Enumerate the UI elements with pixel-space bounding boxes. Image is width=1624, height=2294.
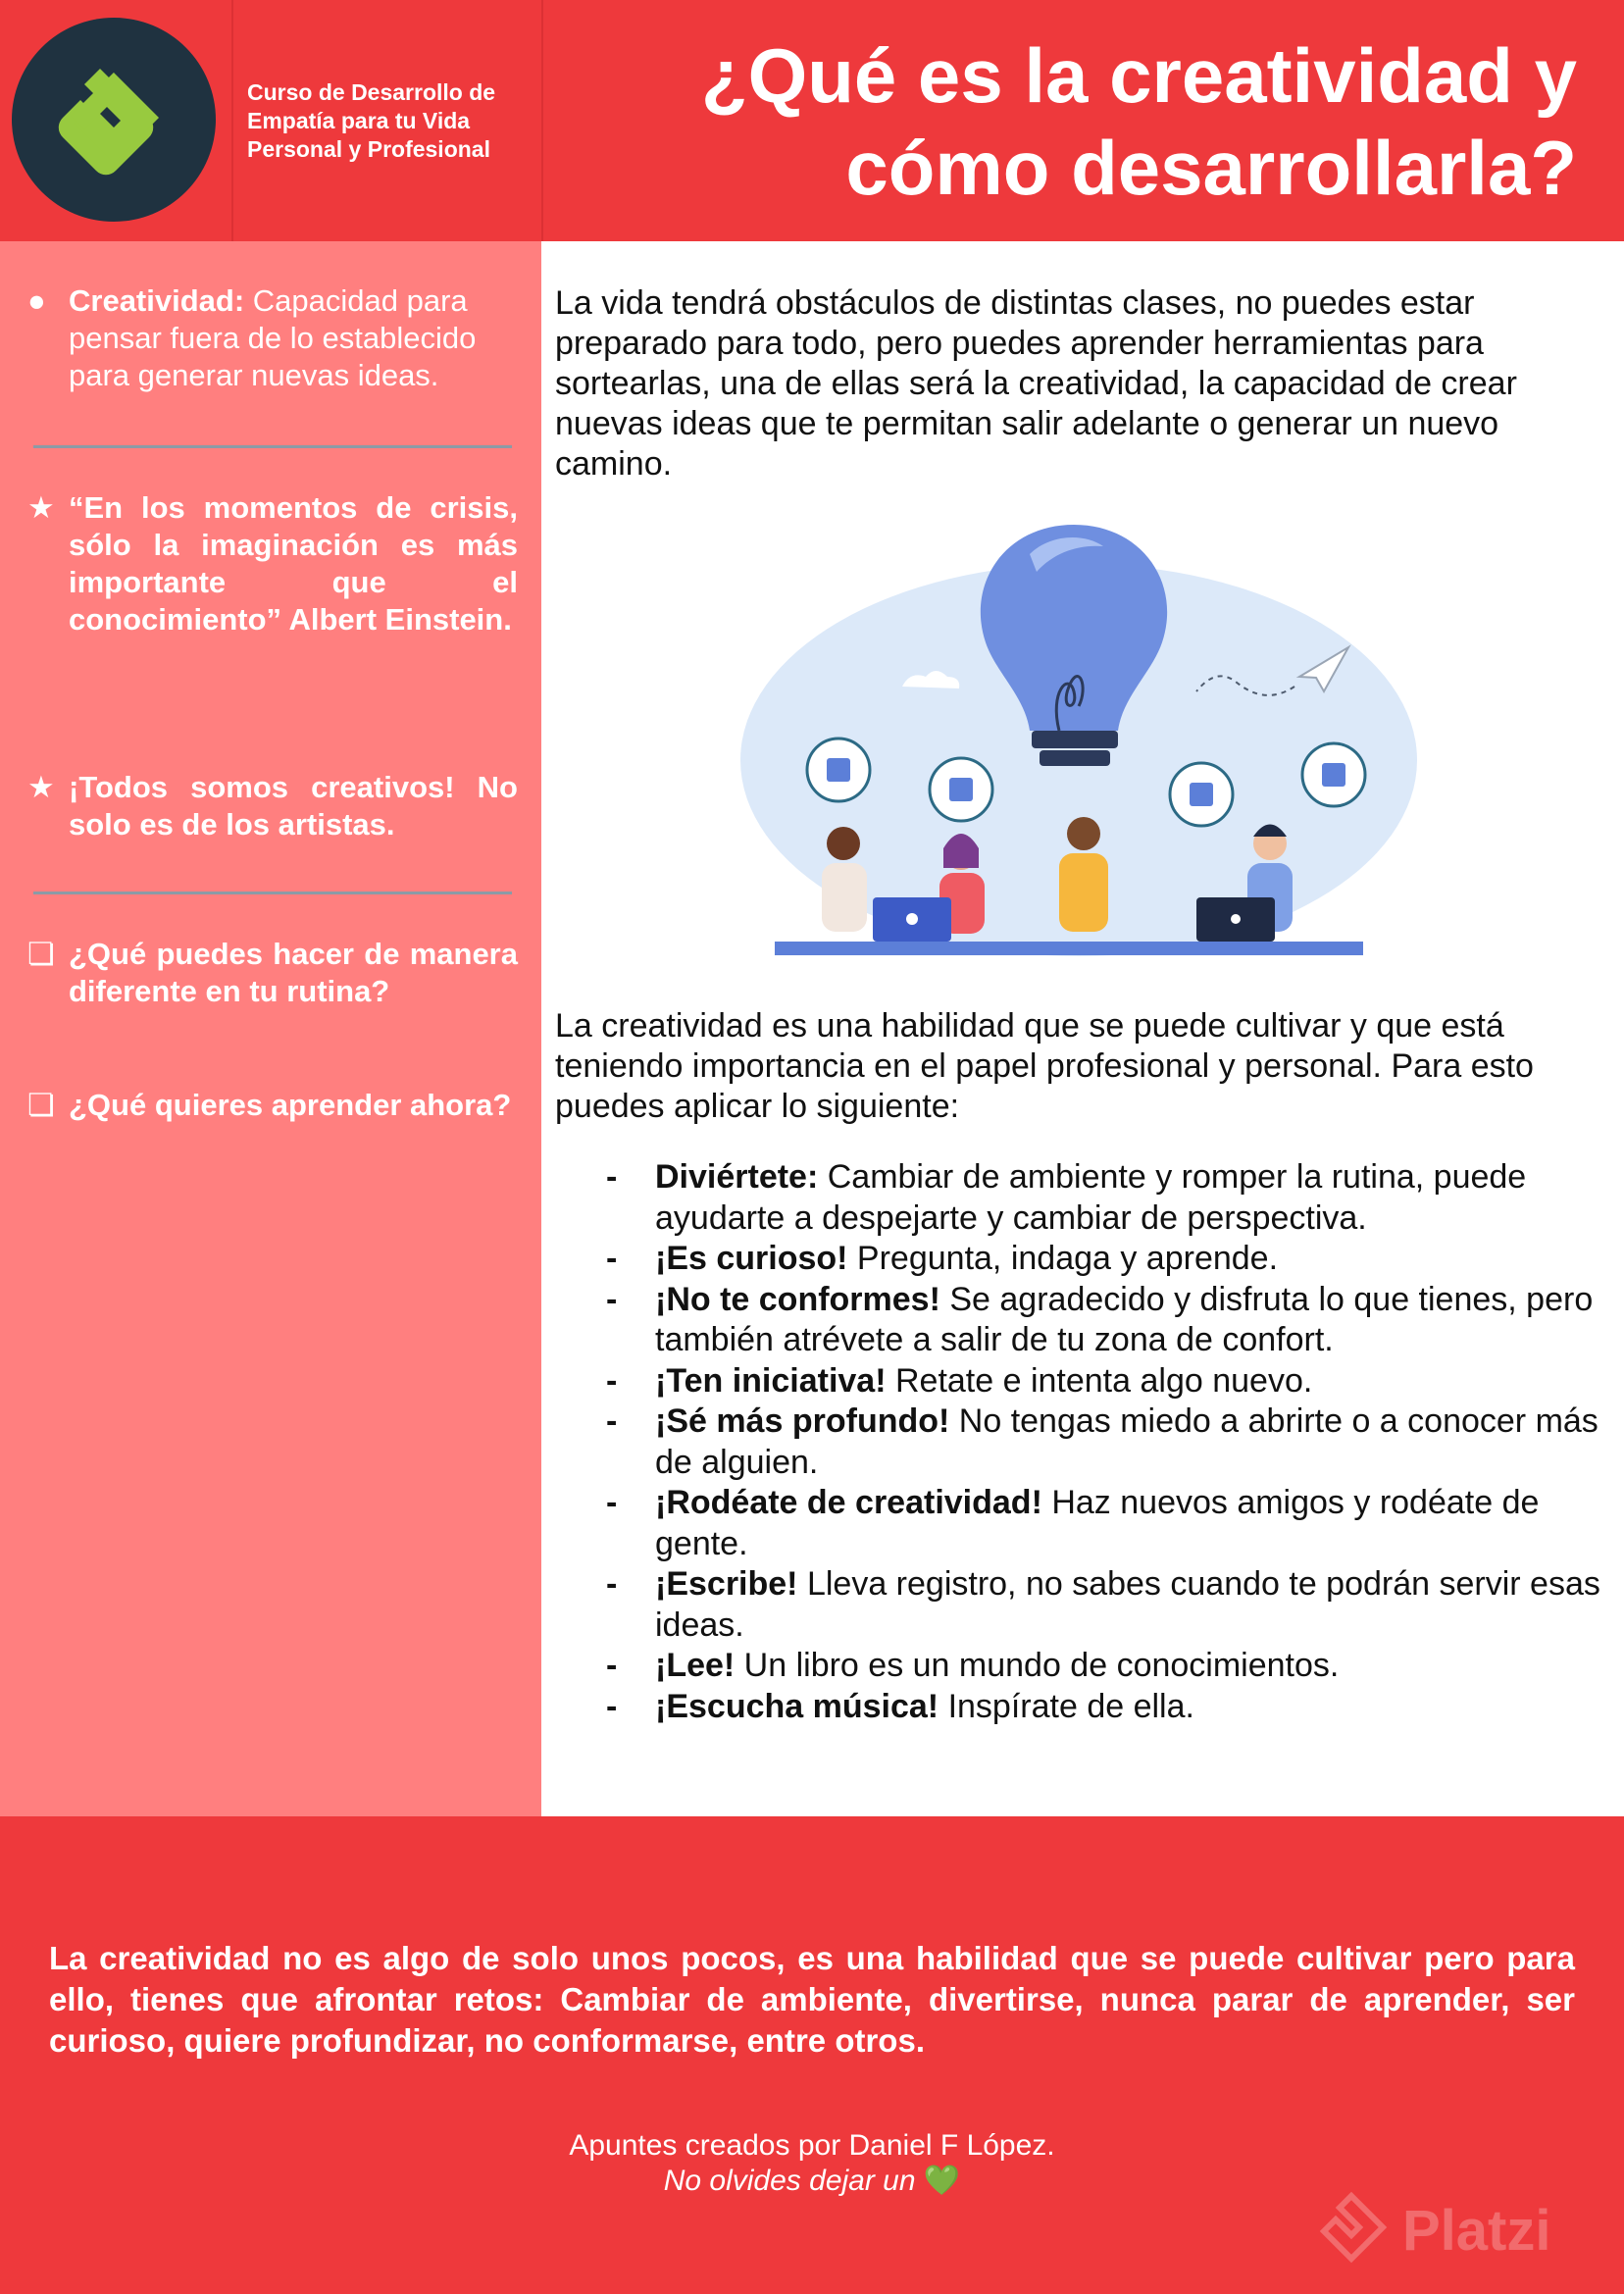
dash-bullet: -	[606, 1280, 618, 1318]
course-logo	[12, 18, 216, 222]
green-heart-icon: 💚	[923, 2165, 961, 2197]
platzi-watermark	[1312, 2188, 1597, 2267]
tip-item	[606, 1402, 1606, 1483]
creative-statement: ¡Todos somos creativos! No solo es de los artistas.	[69, 770, 518, 841]
definition-text: Capacidad para pensar fuera de lo establecido para generar nuevas ideas.	[69, 283, 477, 392]
tip-text: Lleva registro, no sabes cuando te podrán servir esas ideas.	[655, 1565, 1600, 1644]
checkbox-icon: ❏	[27, 1088, 55, 1122]
question-text: ¿Qué quieres aprender ahora?	[69, 1088, 512, 1122]
question-item	[27, 936, 518, 1010]
dash-bullet: -	[606, 1402, 618, 1440]
einstein-quote: “En los momentos de crisis, sólo la imaginación es más importante que el conocimiento” Albert Einstein.	[69, 490, 518, 637]
star-icon: ★	[27, 770, 55, 804]
header-divider	[231, 0, 233, 241]
page-title: ¿Qué es la creatividad y cómo desarrollarla?	[700, 32, 1577, 211]
author-credit: Apuntes creados por Daniel F López.	[569, 2129, 1055, 2162]
course-title: Curso de Desarrollo de Empatía para tu Vida Personal y Profesional	[247, 79, 496, 162]
platzi-logo-icon	[12, 18, 216, 222]
dash-bullet: -	[606, 1647, 618, 1684]
tip-title: ¡Rodéate de creatividad!	[655, 1484, 1042, 1521]
tip-title: ¡Ten iniciativa!	[655, 1361, 887, 1400]
divider	[33, 445, 512, 448]
question-text: ¿Qué puedes hacer de manera diferente en tu rutina?	[69, 937, 518, 1008]
tip-title: Diviértete:	[655, 1158, 819, 1196]
platzi-watermark-icon	[1312, 2188, 1391, 2267]
tip-item	[606, 1239, 1606, 1280]
tip-title: ¡Es curioso!	[655, 1240, 848, 1277]
dash-bullet: -	[606, 1240, 618, 1277]
statement-block	[27, 769, 518, 843]
tip-text: Cambiar de ambiente y romper la rutina, puede ayudarte a despejarte y cambiar de perspectiva.	[655, 1158, 1527, 1237]
tip-text: Inspírate de ella.	[939, 1687, 1194, 1725]
tip-item	[606, 1483, 1606, 1564]
tip-text: No tengas miedo a abrirte o a conocer más de alguien.	[655, 1402, 1599, 1481]
tips-list	[606, 1157, 1606, 1727]
tip-text: Pregunta, indaga y aprende.	[847, 1240, 1279, 1277]
tip-item	[606, 1687, 1606, 1728]
checkbox-icon: ❏	[27, 937, 55, 971]
tip-title: ¡Sé más profundo!	[655, 1402, 950, 1440]
tip-item	[606, 1564, 1606, 1646]
definition-block	[27, 282, 518, 394]
conclusion-text: La creatividad no es algo de solo unos pocos, es una habilidad que se puede cultivar pero para ello, tienes que afrontar retos: Cambiar de ambiente, divertirse, nunca parar de aprender, ser curioso, quiere profundizar, no conformarse, entre otros.	[49, 1940, 1575, 2059]
tip-item	[606, 1646, 1606, 1687]
teamwork-lightbulb-illustration	[736, 510, 1432, 971]
tip-item	[606, 1361, 1606, 1402]
tip-title: ¡Lee!	[655, 1647, 736, 1684]
tip-title: ¡Escucha música!	[655, 1687, 939, 1725]
tip-title: ¡Escribe!	[655, 1565, 798, 1603]
dash-bullet: -	[606, 1687, 618, 1725]
header	[0, 0, 1624, 241]
sidebar	[0, 241, 541, 1816]
tip-text: Un libro es un mundo de conocimientos.	[735, 1647, 1340, 1684]
dash-bullet: -	[606, 1565, 618, 1603]
dash-bullet: -	[606, 1158, 618, 1196]
star-icon: ★	[27, 490, 55, 525]
footer	[0, 1816, 1624, 2294]
divider	[33, 892, 512, 894]
habit-paragraph: La creatividad es una habilidad que se puede cultivar y que está teniendo importancia en el papel profesional y personal. Para esto puedes aplicar lo siguiente:	[555, 1007, 1534, 1125]
tip-text: Retate e intenta algo nuevo.	[886, 1361, 1313, 1400]
bullet-icon: ●	[27, 283, 46, 318]
tip-item	[606, 1280, 1606, 1361]
dash-bullet: -	[606, 1361, 618, 1400]
header-divider	[541, 0, 543, 241]
quote-block	[27, 489, 518, 638]
question-item	[27, 1087, 518, 1124]
dash-bullet: -	[606, 1484, 618, 1521]
tip-item	[606, 1157, 1606, 1239]
definition-term: Creatividad:	[69, 283, 245, 318]
tip-title: ¡No te conformes!	[655, 1280, 940, 1318]
tip-text: Haz nuevos amigos y rodéate de gente.	[655, 1484, 1540, 1562]
tip-text: Se agradecido y disfruta lo que tienes, pero también atrévete a salir de tu zona de confort.	[655, 1280, 1594, 1358]
watermark-text: Platzi	[1402, 2199, 1551, 2263]
cta-text: No olvides dejar un	[663, 2165, 916, 2197]
intro-paragraph: La vida tendrá obstáculos de distintas clases, no puedes estar preparado para todo, pero puedes aprender herramientas para sortearlas, una de ellas será la creatividad, la capacidad de crear nuevas ideas que te permitan salir adelante o generar un nuevo camino.	[555, 284, 1517, 483]
